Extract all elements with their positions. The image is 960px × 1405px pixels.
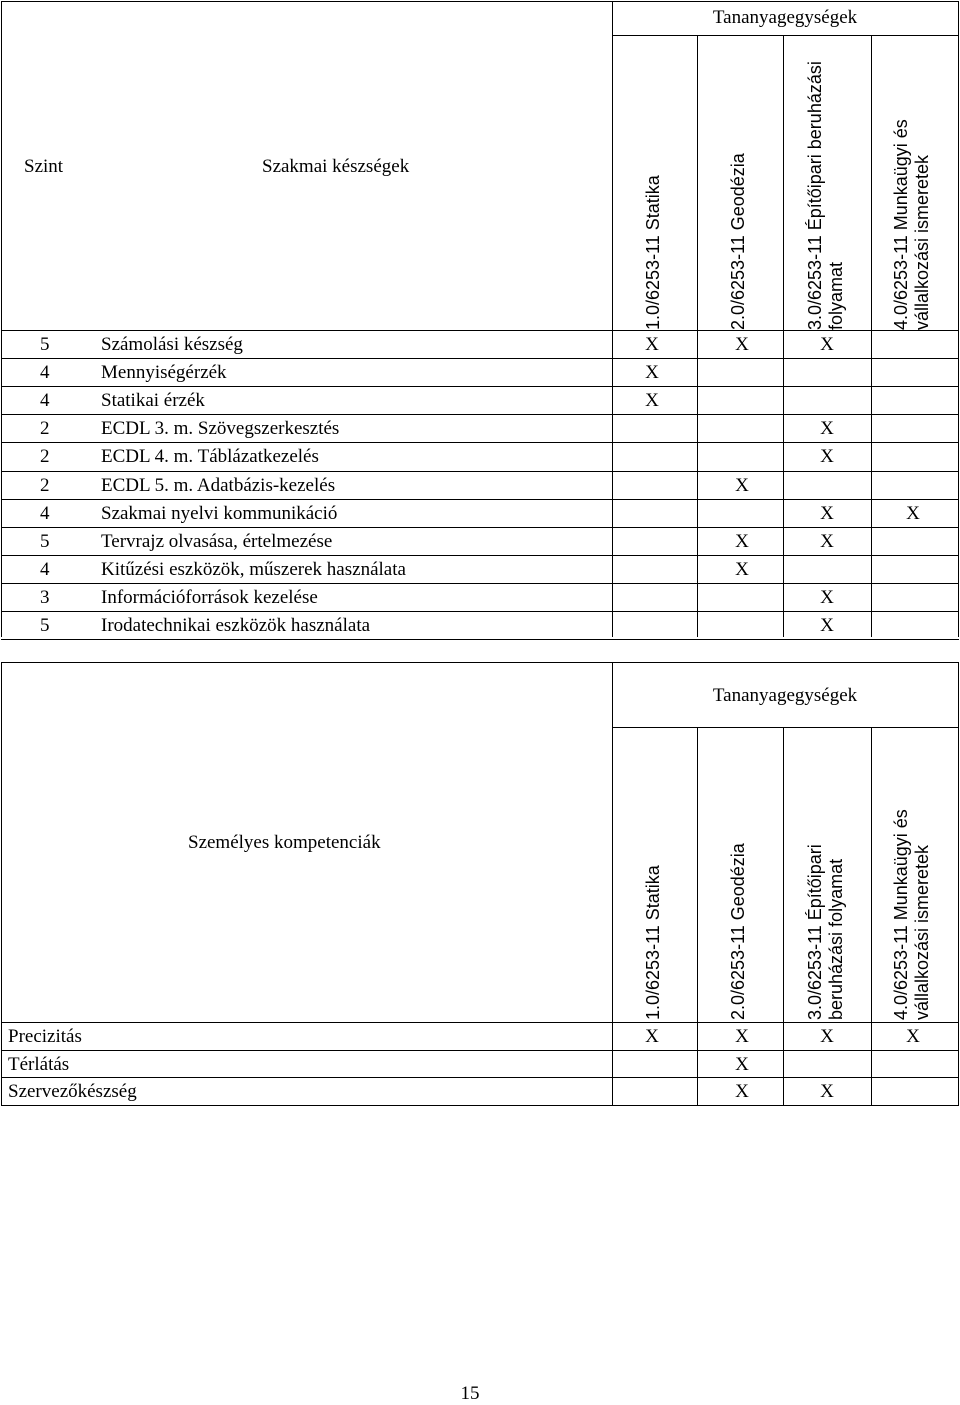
row-mark: X <box>735 1081 749 1102</box>
grid-line <box>1 639 959 640</box>
row-skill-name: ECDL 3. m. Szövegszerkesztés <box>101 418 340 440</box>
grid-line <box>783 35 784 637</box>
grid-line <box>783 727 784 1105</box>
page-number: 15 <box>460 1383 480 1404</box>
grid-line <box>1 555 959 556</box>
row-mark: X <box>820 502 834 524</box>
row-mark: X <box>820 334 834 355</box>
grid-line <box>1 414 959 415</box>
row-mark: X <box>645 1026 659 1047</box>
row-skill-name: Információforrások kezelése <box>101 586 318 608</box>
row-skill-name: Irodatechnikai eszközök használata <box>101 615 371 636</box>
grid-line <box>612 35 959 36</box>
row-skill-name: ECDL 4. m. Táblázatkezelés <box>101 446 319 468</box>
grid-line <box>871 35 872 637</box>
grid-line <box>1 1 2 637</box>
row-level: 2 <box>40 446 50 468</box>
column-header-level: Szint <box>24 156 64 177</box>
unit-header-3: 3.0/6253-11 Építőipari beruházási folyamat <box>805 844 846 1020</box>
row-mark: X <box>820 586 834 608</box>
grid-line <box>1 442 959 443</box>
grid-line <box>612 727 959 728</box>
grid-line <box>1 583 959 584</box>
unit-header-2: 2.0/6253-11 Geodézia <box>728 843 748 1020</box>
column-header-competencies: Személyes kompetenciák <box>188 832 381 853</box>
row-mark: X <box>820 1081 834 1102</box>
row-mark: X <box>645 390 659 412</box>
row-skill-name: Szakmai nyelvi kommunikáció <box>101 502 338 524</box>
row-level: 5 <box>40 334 50 355</box>
unit-header-4: 4.0/6253-11 Munkaügyi és vállalkozási ismeretek <box>891 119 932 330</box>
grid-line <box>1 471 959 472</box>
row-level: 2 <box>40 418 50 440</box>
row-level: 4 <box>40 362 50 384</box>
row-mark: X <box>735 474 749 496</box>
row-skill-name: Mennyiségérzék <box>101 362 227 384</box>
row-mark: X <box>820 615 834 636</box>
unit-header-1: 1.0/6253-11 Statika <box>643 175 663 330</box>
group-header: Tananyagegységek <box>712 7 858 28</box>
unit-header-4: 4.0/6253-11 Munkaügyi és vállalkozási ismeretek <box>891 809 932 1020</box>
grid-line <box>1 1105 959 1106</box>
row-competency-name: Szervezőkészség <box>8 1081 137 1102</box>
grid-line <box>1 611 959 612</box>
row-mark: X <box>735 558 749 580</box>
grid-line <box>1 1077 959 1078</box>
grid-line <box>1 1022 959 1023</box>
grid-line <box>1 662 959 663</box>
unit-header-1: 1.0/6253-11 Statika <box>643 865 663 1020</box>
grid-line <box>1 1050 959 1051</box>
grid-line <box>612 662 613 1105</box>
row-level: 3 <box>40 586 50 608</box>
row-skill-name: Statikai érzék <box>101 390 205 412</box>
row-skill-name: Tervrajz olvasása, értelmezése <box>101 530 333 552</box>
row-level: 4 <box>40 390 50 412</box>
grid-line <box>1 527 959 528</box>
row-mark: X <box>906 1026 920 1047</box>
group-header: Tananyagegységek <box>712 685 858 706</box>
row-competency-name: Térlátás <box>8 1053 70 1075</box>
row-mark: X <box>735 1053 749 1075</box>
row-mark: X <box>735 334 749 355</box>
row-skill-name: ECDL 5. m. Adatbázis-kezelés <box>101 474 336 496</box>
grid-line <box>1 662 2 1105</box>
grid-line <box>1 386 959 387</box>
row-level: 5 <box>40 530 50 552</box>
grid-line <box>1 1 959 2</box>
row-level: 4 <box>40 502 50 524</box>
column-header-skills: Szakmai készségek <box>262 156 410 177</box>
row-skill-name: Kitűzési eszközök, műszerek használata <box>101 558 406 580</box>
unit-header-2: 2.0/6253-11 Geodézia <box>728 153 748 330</box>
grid-line <box>1 499 959 500</box>
row-mark: X <box>735 530 749 552</box>
row-level: 2 <box>40 474 50 496</box>
row-level: 5 <box>40 615 50 636</box>
grid-line <box>1 330 959 331</box>
grid-line <box>1 358 959 359</box>
row-mark: X <box>645 334 659 355</box>
grid-line <box>958 1 959 637</box>
row-mark: X <box>820 1026 834 1047</box>
row-competency-name: Precizitás <box>8 1026 82 1047</box>
row-mark: X <box>820 418 834 440</box>
grid-line <box>697 727 698 1105</box>
unit-header-3: 3.0/6253-11 Építőipari beruházási folyamat <box>805 61 846 330</box>
grid-line <box>697 35 698 637</box>
row-mark: X <box>820 446 834 468</box>
row-mark: X <box>735 1026 749 1047</box>
row-skill-name: Számolási készség <box>101 334 243 355</box>
grid-line <box>958 662 959 1105</box>
row-mark: X <box>820 530 834 552</box>
grid-line <box>871 727 872 1105</box>
row-level: 4 <box>40 558 50 580</box>
row-mark: X <box>906 502 920 524</box>
grid-line <box>612 1 613 637</box>
row-mark: X <box>645 362 659 384</box>
